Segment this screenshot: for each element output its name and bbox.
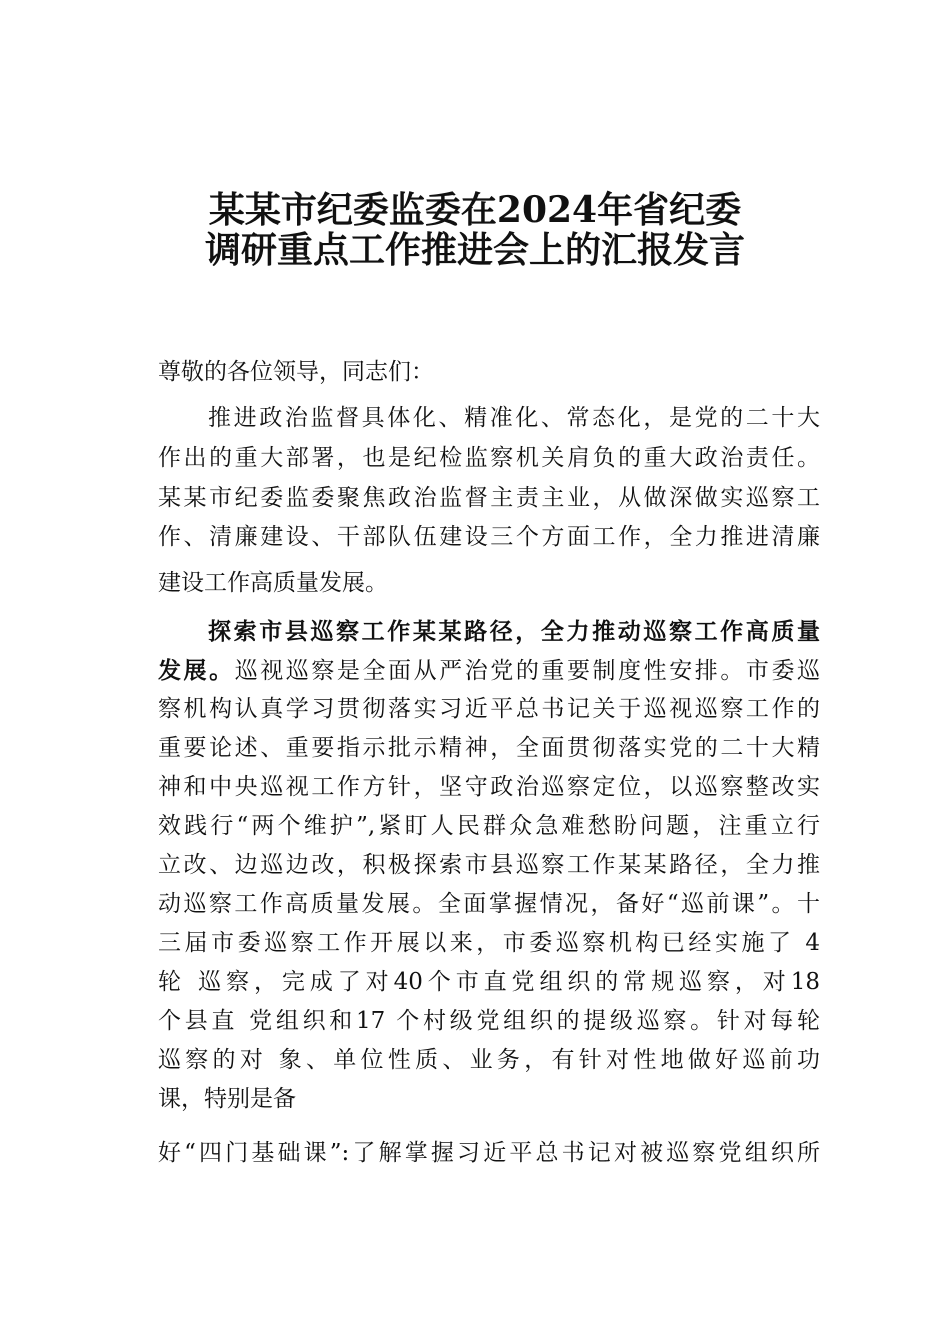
- paragraph-2-line: [158, 656, 820, 686]
- paragraph-2-line: 神和中央巡视工作方针，坚守政治巡察定位，以巡察整改实: [158, 774, 820, 800]
- paragraph-2-heading-end: 发展。: [158, 657, 235, 684]
- paragraph-1-line: 推进政治监督具体化、精准化、常态化，是党的二十大: [208, 405, 820, 431]
- document-title-line-1: 某某市纪委监委在2024年省纪委: [208, 189, 742, 231]
- paragraph-2-line: 三届市委巡察工作开展以来，市委巡察机构已经实施了 4: [158, 930, 820, 956]
- paragraph-2-line: 效践行“两个维护”,紧盯人民群众急难愁盼问题，注重立行: [158, 813, 820, 839]
- paragraph-2-line: 察机构认真学习贯彻落实习近平总书记关于巡视巡察工作的: [158, 696, 820, 722]
- paragraph-1-line: 建设工作高质量发展。: [158, 570, 388, 596]
- paragraph-2-line: 轮 巡察，完成了对40个市直党组织的常规巡察，对18: [158, 969, 820, 995]
- paragraph-2-line: 个县直 党组织和17 个村级党组织的提级巡察。针对每轮: [158, 1008, 820, 1034]
- paragraph-2-line: 动巡察工作高质量发展。全面掌握情况，备好“巡前课”。十: [158, 891, 820, 917]
- paragraph-1-line: 某某市纪委监委聚焦政治监督主责主业，从做深做实巡察工: [158, 485, 820, 511]
- paragraph-1-line: 作出的重大部署，也是纪检监察机关肩负的重大政治责任。: [158, 445, 820, 471]
- document-title-line-2: 调研重点工作推进会上的汇报发言: [204, 229, 745, 271]
- paragraph-2-line: 立改、边巡边改，积极探索市县巡察工作某某路径，全力推: [158, 852, 820, 878]
- paragraph-2-line: 课，特别是备: [158, 1086, 296, 1112]
- paragraph-1-line: 作、清廉建设、干部队伍建设三个方面工作，全力推进清廉: [158, 524, 820, 550]
- paragraph-2-line-rest: 巡视巡察是全面从严治党的重要制度性安排。市委巡: [234, 658, 821, 684]
- paragraph-2-continued-line: 好“四门基础课”:了解掌握习近平总书记对被巡察党组织所: [158, 1140, 820, 1166]
- paragraph-2-line: 巡察的对 象、单位性质、业务，有针对性地做好巡前功: [158, 1047, 820, 1073]
- paragraph-2-heading-line: 探索市县巡察工作某某路径，全力推动巡察工作高质量: [208, 618, 820, 645]
- salutation: 尊敬的各位领导，同志们：: [158, 359, 434, 385]
- paragraph-2-line: 重要论述、重要指示批示精神，全面贯彻落实党的二十大精: [158, 735, 820, 761]
